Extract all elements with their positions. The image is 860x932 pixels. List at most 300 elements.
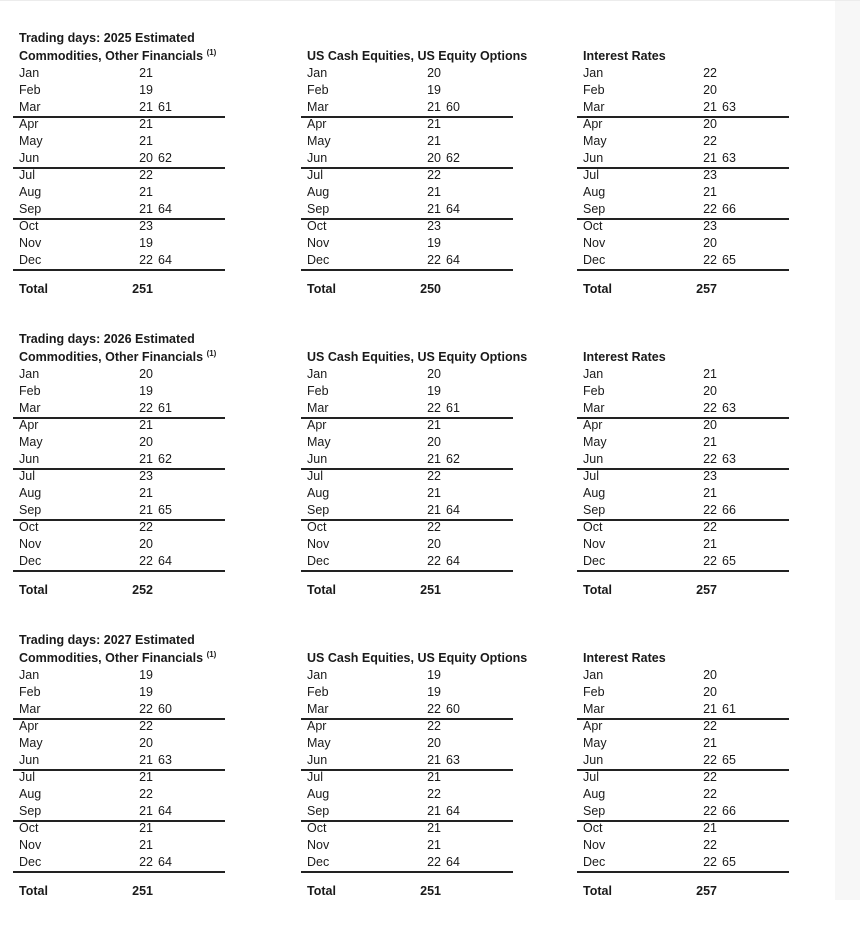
month-label: Mar (307, 401, 329, 415)
quarter-total: 65 (722, 855, 736, 869)
table-row (301, 519, 513, 536)
days-value: 21 (703, 537, 717, 551)
days-value: 20 (427, 66, 441, 80)
quarter-total: 60 (446, 100, 460, 114)
days-value: 21 (703, 736, 717, 750)
month-label: Dec (583, 855, 606, 869)
days-value: 22 (427, 520, 441, 534)
quarter-total: 61 (722, 702, 736, 716)
days-value: 19 (427, 83, 441, 97)
table-header (301, 47, 528, 65)
days-value: 22 (427, 469, 441, 483)
total-value: 250 (420, 282, 441, 296)
table-row (13, 218, 225, 235)
days-value: 19 (427, 384, 441, 398)
table-row (13, 667, 225, 684)
quarter-total: 64 (158, 855, 172, 869)
table-row (301, 184, 513, 201)
days-value: 22 (427, 253, 441, 267)
table-row (577, 769, 789, 786)
days-value: 21 (427, 804, 441, 818)
days-value: 21 (427, 821, 441, 835)
table-row (13, 383, 225, 400)
table-row (13, 718, 225, 735)
month-label: May (307, 435, 331, 449)
days-value: 21 (139, 100, 153, 114)
table-row (577, 65, 789, 82)
table-row (577, 366, 789, 383)
days-value: 22 (427, 719, 441, 733)
table-row (301, 366, 513, 383)
total-row (301, 281, 513, 298)
days-value: 22 (703, 253, 717, 267)
days-value: 22 (703, 804, 717, 818)
commodities-table (13, 47, 225, 298)
quarter-total: 64 (158, 253, 172, 267)
table-header (301, 348, 528, 366)
total-row (13, 883, 225, 900)
days-value: 22 (703, 401, 717, 415)
month-label: May (583, 134, 607, 148)
month-label: Oct (583, 219, 603, 233)
interest-rates-table (577, 649, 789, 900)
table-row (13, 252, 225, 271)
total-value: 257 (696, 884, 717, 898)
days-value: 22 (139, 520, 153, 534)
month-label: Apr (307, 418, 327, 432)
days-value: 21 (427, 134, 441, 148)
table-row (301, 468, 513, 485)
days-value: 21 (427, 503, 441, 517)
days-value: 22 (139, 168, 153, 182)
month-label: Oct (307, 520, 327, 534)
table-row (301, 684, 513, 701)
quarter-total: 64 (446, 804, 460, 818)
quarter-total: 65 (722, 554, 736, 568)
table-row (13, 854, 225, 873)
table-header (301, 649, 528, 667)
month-label: Dec (19, 253, 42, 267)
table-row (577, 519, 789, 536)
trading-days-section (13, 330, 823, 599)
days-value: 21 (139, 486, 153, 500)
total-value: 252 (132, 583, 153, 597)
month-label: Sep (19, 503, 42, 517)
month-label: Aug (307, 787, 330, 801)
table-row (301, 667, 513, 684)
month-label: Apr (19, 719, 39, 733)
days-value: 20 (427, 736, 441, 750)
month-label: Aug (583, 486, 606, 500)
month-label: Aug (307, 185, 330, 199)
table-row (577, 434, 789, 451)
table-header-label: US Cash Equities, US Equity Options (307, 651, 528, 665)
month-label: Apr (307, 117, 327, 131)
days-value: 21 (139, 202, 153, 216)
quarter-total: 64 (446, 253, 460, 267)
month-label: Jul (19, 770, 35, 784)
month-label: Sep (307, 503, 330, 517)
month-label: May (19, 736, 43, 750)
days-value: 20 (139, 367, 153, 381)
month-label: Mar (307, 702, 329, 716)
total-value: 257 (696, 282, 717, 296)
table-row (301, 718, 513, 735)
table-row (301, 536, 513, 553)
month-label: Feb (307, 83, 329, 97)
total-label: Total (307, 282, 336, 296)
table-header-label: US Cash Equities, US Equity Options (307, 350, 528, 364)
days-value: 21 (139, 185, 153, 199)
table-row (13, 82, 225, 99)
days-value: 19 (427, 236, 441, 250)
total-row (301, 582, 513, 599)
quarter-total: 63 (722, 100, 736, 114)
month-label: Aug (307, 486, 330, 500)
month-label: Nov (307, 236, 330, 250)
footnote-marker: (1) (206, 649, 217, 659)
month-label: Nov (19, 236, 42, 250)
days-value: 21 (703, 435, 717, 449)
trading-days-section (13, 29, 823, 298)
month-label: Jan (19, 367, 40, 381)
month-label: Mar (307, 100, 329, 114)
table-row (301, 735, 513, 752)
total-label: Total (307, 583, 336, 597)
footnote-marker: (1) (206, 47, 217, 57)
table-row (301, 553, 513, 572)
tables-row (13, 348, 823, 599)
month-label: Mar (583, 401, 605, 415)
days-value: 20 (427, 151, 441, 165)
table-header (13, 649, 225, 667)
month-label: Aug (583, 787, 606, 801)
table-row (577, 116, 789, 133)
days-value: 21 (139, 503, 153, 517)
days-value: 21 (427, 100, 441, 114)
month-label: Sep (19, 804, 42, 818)
total-label: Total (583, 583, 612, 597)
month-label: Jan (583, 367, 604, 381)
table-row (13, 684, 225, 701)
month-label: May (19, 134, 43, 148)
month-label: Feb (19, 685, 41, 699)
days-value: 21 (703, 367, 717, 381)
days-value: 21 (427, 486, 441, 500)
month-label: Aug (19, 787, 42, 801)
quarter-total: 66 (722, 503, 736, 517)
month-label: Jun (19, 151, 40, 165)
table-row (301, 82, 513, 99)
section-title: Trading days: 2026 Estimated (19, 332, 195, 346)
table-row (577, 786, 789, 803)
days-value: 22 (427, 168, 441, 182)
month-label: Jan (307, 668, 328, 682)
days-value: 21 (703, 486, 717, 500)
month-label: Jun (307, 151, 328, 165)
table-row (13, 116, 225, 133)
month-label: Nov (19, 838, 42, 852)
days-value: 21 (139, 66, 153, 80)
table-row (577, 218, 789, 235)
month-label: Nov (19, 537, 42, 551)
month-label: Mar (19, 100, 41, 114)
days-value: 22 (703, 202, 717, 216)
month-label: Dec (307, 855, 330, 869)
table-row (301, 837, 513, 854)
table-row (13, 786, 225, 803)
month-label: Dec (583, 554, 606, 568)
table-row (13, 735, 225, 752)
table-row (301, 769, 513, 786)
total-label: Total (583, 884, 612, 898)
quarter-total: 61 (446, 401, 460, 415)
table-row (301, 434, 513, 451)
month-label: Feb (307, 384, 329, 398)
days-value: 22 (139, 787, 153, 801)
table-row (301, 820, 513, 837)
table-row (13, 366, 225, 383)
month-label: Mar (19, 401, 41, 415)
month-label: Oct (19, 520, 39, 534)
days-value: 20 (427, 537, 441, 551)
month-label: Feb (307, 685, 329, 699)
days-value: 21 (427, 418, 441, 432)
month-label: Nov (583, 838, 606, 852)
quarter-total: 63 (722, 452, 736, 466)
days-value: 21 (703, 151, 717, 165)
days-value: 20 (703, 117, 717, 131)
month-label: Jan (19, 668, 40, 682)
quarter-total: 64 (446, 554, 460, 568)
days-value: 22 (427, 401, 441, 415)
days-value: 22 (139, 554, 153, 568)
month-label: Feb (583, 384, 605, 398)
month-label: Apr (583, 719, 603, 733)
table-row (301, 417, 513, 434)
month-label: Apr (19, 418, 39, 432)
table-row (301, 133, 513, 150)
right-gutter (835, 1, 860, 900)
days-value: 23 (427, 219, 441, 233)
month-label: Feb (19, 384, 41, 398)
month-label: Nov (583, 236, 606, 250)
quarter-total: 64 (446, 503, 460, 517)
days-value: 22 (703, 719, 717, 733)
table-row (301, 383, 513, 400)
month-label: Oct (19, 219, 39, 233)
table-header-label: Interest Rates (583, 49, 666, 63)
total-value: 251 (132, 282, 153, 296)
table-row (577, 167, 789, 184)
days-value: 21 (139, 418, 153, 432)
month-label: Aug (583, 185, 606, 199)
table-header-label: Interest Rates (583, 651, 666, 665)
days-value: 19 (139, 83, 153, 97)
month-label: Apr (583, 418, 603, 432)
days-value: 22 (427, 554, 441, 568)
table-row (577, 854, 789, 873)
quarter-total: 62 (446, 452, 460, 466)
month-label: Aug (19, 486, 42, 500)
footnote-marker: (1) (206, 348, 217, 358)
month-label: Dec (19, 855, 42, 869)
month-label: Jul (19, 469, 35, 483)
days-value: 20 (703, 418, 717, 432)
month-label: Dec (307, 253, 330, 267)
month-label: Feb (583, 83, 605, 97)
days-value: 22 (427, 787, 441, 801)
month-label: Jul (307, 770, 323, 784)
month-label: Jun (19, 452, 40, 466)
days-value: 23 (703, 168, 717, 182)
quarter-total: 63 (722, 151, 736, 165)
table-row (577, 837, 789, 854)
month-label: Jun (307, 452, 328, 466)
days-value: 22 (139, 702, 153, 716)
month-label: Mar (583, 100, 605, 114)
total-value: 251 (132, 884, 153, 898)
days-value: 21 (139, 838, 153, 852)
month-label: May (307, 736, 331, 750)
days-value: 21 (703, 185, 717, 199)
month-label: Oct (307, 821, 327, 835)
month-label: Oct (307, 219, 327, 233)
table-row (301, 235, 513, 252)
days-value: 21 (427, 185, 441, 199)
quarter-total: 62 (446, 151, 460, 165)
total-value: 251 (420, 583, 441, 597)
month-label: Jan (583, 668, 604, 682)
table-row (301, 65, 513, 82)
days-value: 22 (703, 554, 717, 568)
days-value: 22 (703, 787, 717, 801)
table-row (13, 468, 225, 485)
month-label: Jul (583, 770, 599, 784)
month-label: Jan (307, 66, 328, 80)
days-value: 20 (427, 367, 441, 381)
days-value: 21 (427, 202, 441, 216)
table-row (577, 184, 789, 201)
days-value: 19 (139, 668, 153, 682)
total-row (577, 281, 789, 298)
table-row (577, 252, 789, 271)
table-row (577, 383, 789, 400)
month-label: Jul (307, 469, 323, 483)
table-row (13, 485, 225, 502)
days-value: 21 (427, 770, 441, 784)
equities-table (301, 649, 528, 900)
table-row (577, 718, 789, 735)
days-value: 22 (139, 401, 153, 415)
table-row (13, 536, 225, 553)
table-row (577, 553, 789, 572)
days-value: 21 (139, 452, 153, 466)
table-header (577, 348, 789, 366)
table-row (577, 82, 789, 99)
table-row (577, 235, 789, 252)
month-label: May (583, 435, 607, 449)
section-title: Trading days: 2027 Estimated (19, 633, 195, 647)
days-value: 21 (139, 821, 153, 835)
month-label: Jun (307, 753, 328, 767)
commodities-table (13, 649, 225, 900)
month-label: Dec (583, 253, 606, 267)
days-value: 21 (427, 117, 441, 131)
days-value: 22 (703, 838, 717, 852)
days-value: 21 (703, 821, 717, 835)
table-header (577, 47, 789, 65)
month-label: Jul (583, 168, 599, 182)
total-row (577, 582, 789, 599)
month-label: Aug (19, 185, 42, 199)
days-value: 20 (703, 668, 717, 682)
month-label: Oct (583, 520, 603, 534)
month-label: Dec (307, 554, 330, 568)
month-label: Feb (583, 685, 605, 699)
month-label: Jul (583, 469, 599, 483)
table-header-label: US Cash Equities, US Equity Options (307, 49, 528, 63)
table-row (301, 485, 513, 502)
month-label: Mar (583, 702, 605, 716)
equities-table (301, 47, 528, 298)
days-value: 22 (703, 503, 717, 517)
days-value: 21 (139, 753, 153, 767)
days-value: 23 (139, 469, 153, 483)
quarter-total: 64 (446, 202, 460, 216)
days-value: 21 (703, 100, 717, 114)
table-header (577, 649, 789, 667)
days-value: 21 (139, 770, 153, 784)
days-value: 21 (427, 452, 441, 466)
month-label: Feb (19, 83, 41, 97)
commodities-table (13, 348, 225, 599)
total-value: 257 (696, 583, 717, 597)
total-label: Total (307, 884, 336, 898)
month-label: Sep (583, 804, 606, 818)
days-value: 22 (139, 719, 153, 733)
month-label: Jun (583, 452, 604, 466)
trading-days-document (13, 29, 823, 932)
days-value: 23 (703, 469, 717, 483)
table-row (13, 519, 225, 536)
table-row (13, 184, 225, 201)
table-row (13, 167, 225, 184)
quarter-total: 62 (158, 452, 172, 466)
days-value: 20 (139, 151, 153, 165)
quarter-total: 64 (158, 554, 172, 568)
month-label: Oct (19, 821, 39, 835)
month-label: Dec (19, 554, 42, 568)
days-value: 22 (703, 753, 717, 767)
days-value: 20 (703, 236, 717, 250)
month-label: Mar (19, 702, 41, 716)
table-header-label: Commodities, Other Financials (19, 49, 204, 63)
month-label: Jan (583, 66, 604, 80)
month-label: Jun (583, 753, 604, 767)
days-value: 20 (139, 537, 153, 551)
table-row (577, 133, 789, 150)
days-value: 19 (139, 685, 153, 699)
days-value: 22 (139, 253, 153, 267)
month-label: Jan (307, 367, 328, 381)
table-header (13, 47, 225, 65)
table-row (13, 553, 225, 572)
tables-row (13, 649, 823, 900)
quarter-total: 60 (158, 702, 172, 716)
days-value: 22 (427, 855, 441, 869)
table-row (577, 684, 789, 701)
